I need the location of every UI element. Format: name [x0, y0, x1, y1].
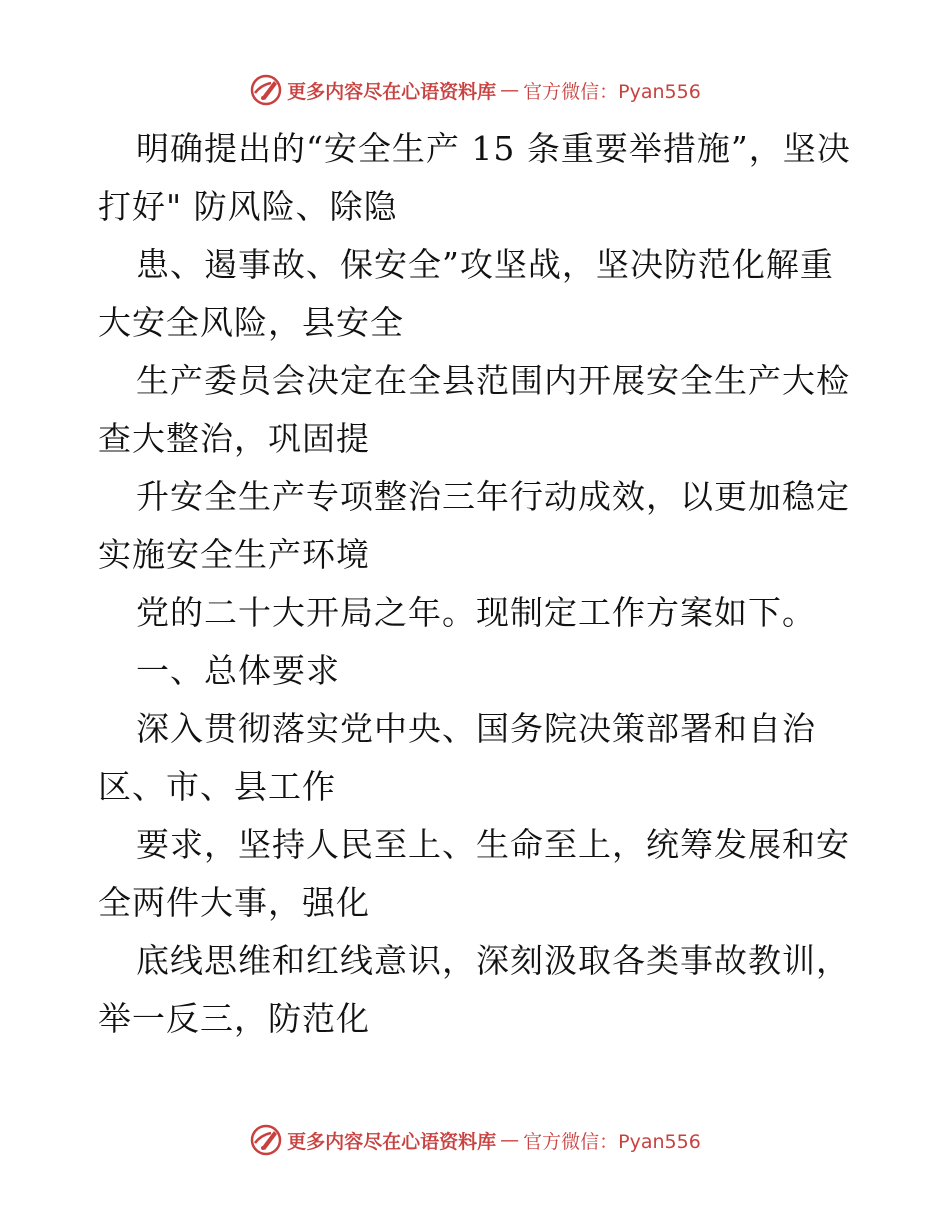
- paragraph: 患、遏事故、保安全”攻坚战，坚决防范化解重大安全风险，县安全: [98, 245, 834, 342]
- watermark-separator: —: [500, 79, 520, 101]
- pen-circle-logo-icon: [249, 1123, 283, 1157]
- header-watermark: [0, 70, 950, 110]
- section-heading: 一、总体要求: [136, 651, 340, 690]
- paragraph: 生产委员会决定在全县范围内开展安全生产大检查大整治，巩固提: [98, 361, 850, 458]
- paragraph: 明确提出的“安全生产 15 条重要举措施”，坚决打好" 防风险、除隐: [98, 129, 851, 226]
- document-body: [98, 120, 858, 1048]
- pen-circle-logo-icon: [249, 73, 283, 107]
- watermark-brand: 更多内容尽在心语资料库: [287, 1130, 497, 1153]
- watermark-brand: 更多内容尽在心语资料库: [287, 80, 497, 103]
- paragraph: 要求，坚持人民至上、生命至上，统筹发展和安全两件大事，强化: [98, 825, 850, 922]
- footer-watermark: [0, 1120, 950, 1160]
- watermark-contact: 官方微信：Pyan556: [523, 80, 701, 103]
- paragraph: 底线思维和红线意识，深刻汲取各类事故教训，举一反三，防范化: [98, 941, 850, 1038]
- paragraph: 党的二十大开局之年。现制定工作方案如下。: [136, 593, 816, 632]
- paragraph: 升安全生产专项整治三年行动成效，以更加稳定实施安全生产环境: [98, 477, 850, 574]
- watermark-separator: —: [500, 1129, 520, 1151]
- watermark-contact: 官方微信：Pyan556: [523, 1130, 701, 1153]
- paragraph: 深入贯彻落实党中央、国务院决策部署和自治区、市、县工作: [98, 709, 816, 806]
